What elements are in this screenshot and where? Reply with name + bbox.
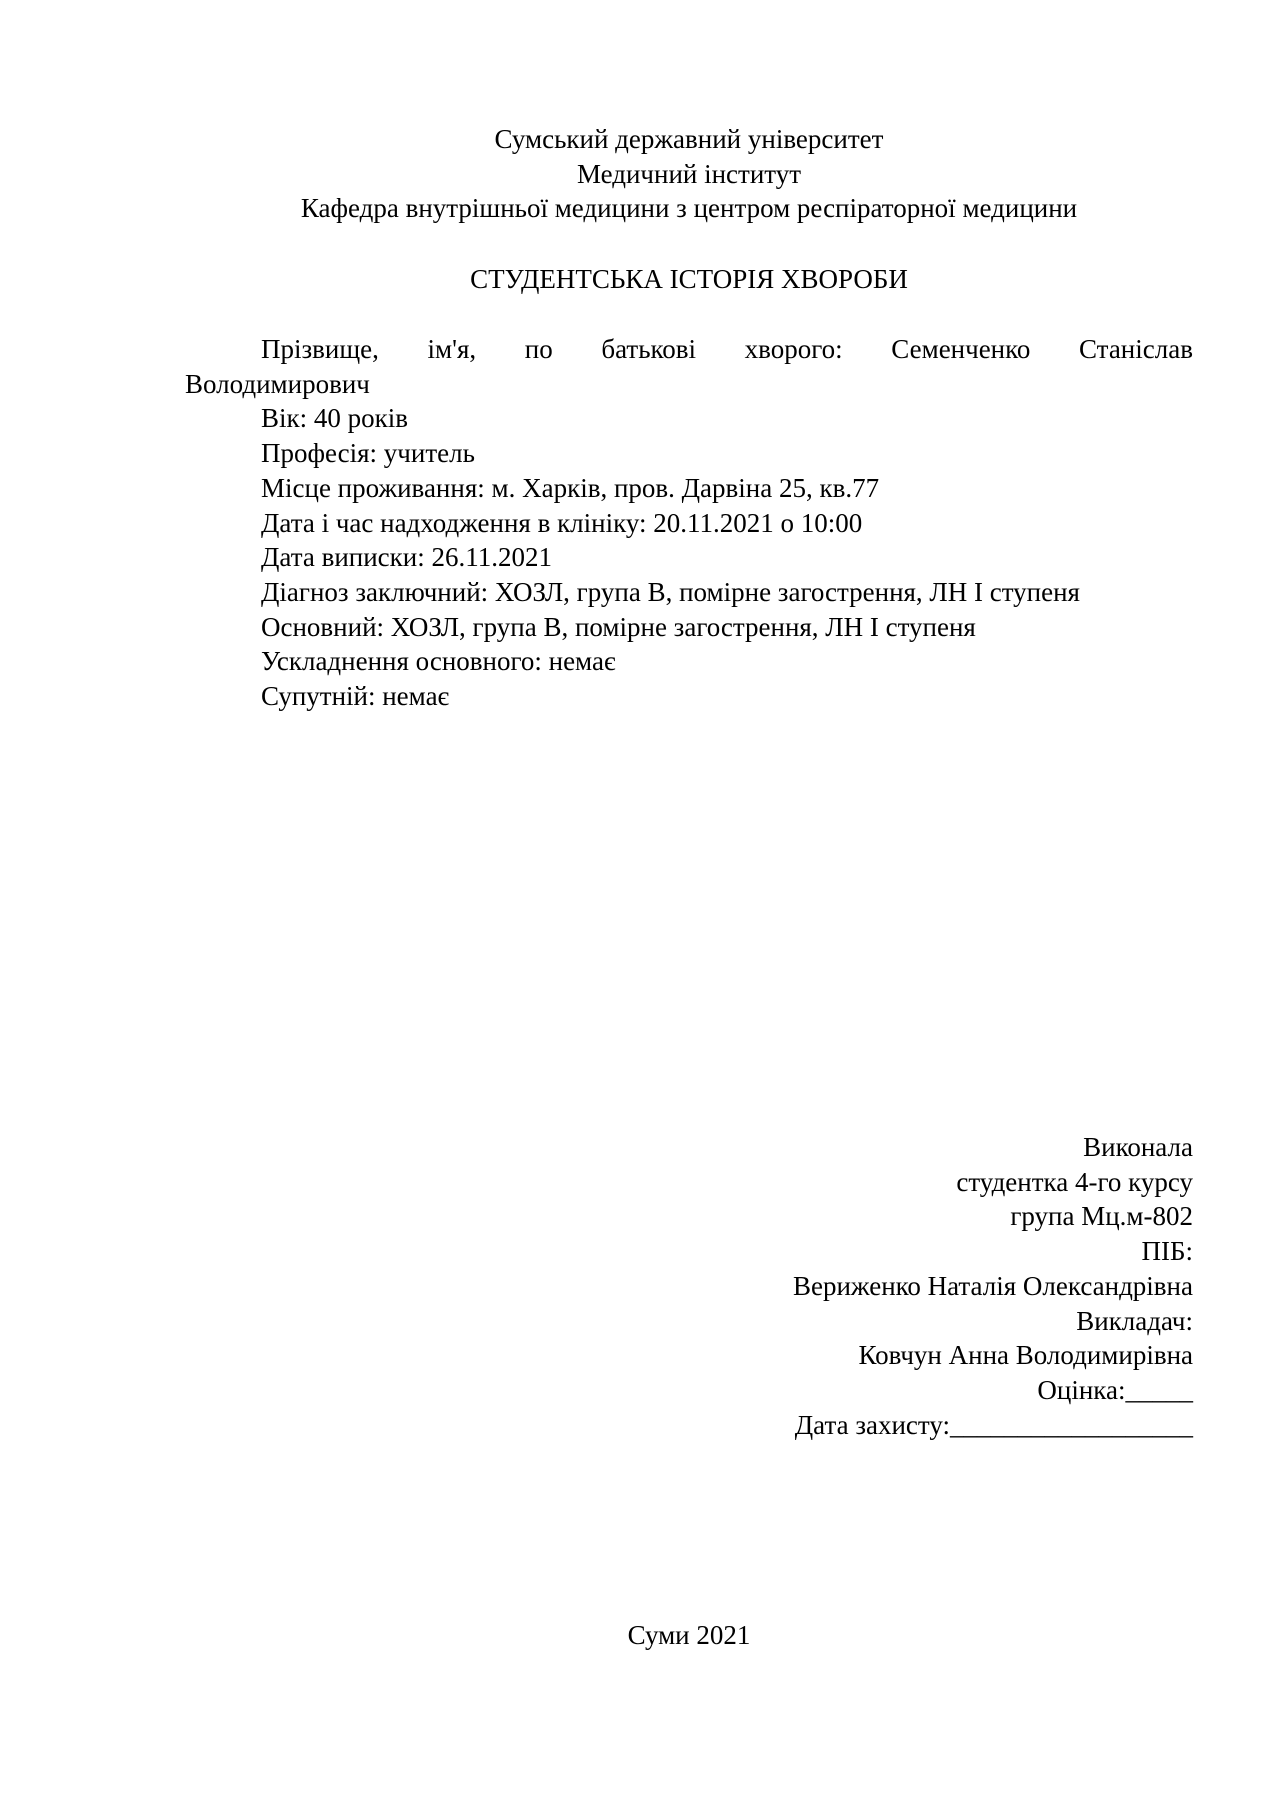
document-header <box>185 122 1193 226</box>
main-diagnosis: Основний: ХОЗЛ, група В, помірне загострення, ЛН І ступеня <box>261 611 976 642</box>
name-word: Семенченко <box>891 334 1031 364</box>
concomitant-disease: Супутній: немає <box>261 681 450 712</box>
student-group: група Мц.м-802 <box>1010 1201 1193 1232</box>
defense-date-field: Дата захисту:__________________ <box>794 1409 1193 1440</box>
name-word: хворого: <box>744 334 843 364</box>
complications: Ускладнення основного: немає <box>261 646 616 677</box>
patient-info <box>185 332 1193 714</box>
patient-age: Вік: 40 років <box>261 403 408 434</box>
name-word: Прізвище, <box>261 334 379 364</box>
department-name: Кафедра внутрішньої медицини з центром респіраторної медицини <box>300 193 1078 224</box>
name-word: батькові <box>601 334 697 364</box>
name-word: Станіслав <box>1079 334 1193 364</box>
patient-profession: Професія: учитель <box>261 438 475 469</box>
patient-name-continuation: Володимирович <box>185 368 370 399</box>
signature-block <box>793 1130 1193 1442</box>
document-title: СТУДЕНТСЬКА ІСТОРІЯ ХВОРОБИ <box>470 264 908 294</box>
institute-name: Медичний інститут <box>576 158 802 189</box>
discharge-date: Дата виписки: 26.11.2021 <box>261 542 552 573</box>
final-diagnosis: Діагноз заключний: ХОЗЛ, група В, помірне загострення, ЛН І ступеня <box>261 576 1080 607</box>
grade-field: Оцінка:_____ <box>1037 1374 1193 1405</box>
patient-residence: Місце проживання: м. Харків, пров. Дарвіна 25, кв.77 <box>261 472 880 503</box>
name-word: ім'я, <box>427 334 477 364</box>
student-name: Вериженко Наталія Олександрівна <box>792 1270 1193 1301</box>
admission-date: Дата і час надходження в клініку: 20.11.2021 о 10:00 <box>261 507 863 538</box>
performed-label: Виконала <box>1083 1132 1193 1162</box>
university-name: Сумський державний університет <box>494 124 884 154</box>
patient-name-line <box>185 332 1193 367</box>
name-word: по <box>524 334 553 364</box>
teacher-label: Викладач: <box>1076 1305 1193 1336</box>
teacher-name: Ковчун Анна Володимирівна <box>858 1340 1193 1371</box>
city-year: Суми 2021 <box>627 1620 751 1650</box>
student-course: студентка 4-го курсу <box>956 1166 1193 1197</box>
pib-label: ПІБ: <box>1141 1236 1193 1267</box>
